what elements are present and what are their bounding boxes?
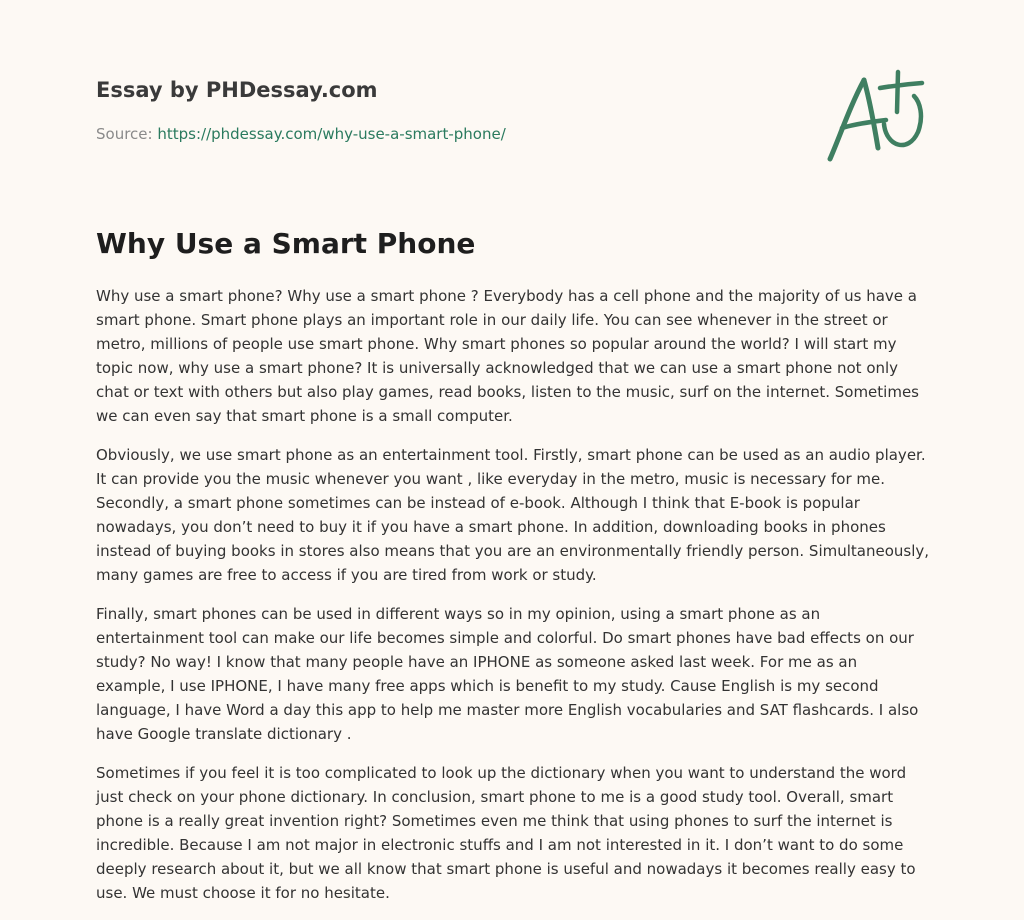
- essay-paragraph: Finally, smart phones can be used in different ways so in my opinion, using a smart phone as an entertainment tool can make our life becomes simple and colorful. Do smart phones have bad effects on our study? No way! I know that many people have an IPHONE as someone asked last week. For me as an example, I use IPHONE, I have many free apps which is benefit to my study. Cause English is my second language, I have Word a day this app to help me master more English vocabularies and SAT flashcards. I also have Google translate dictionary .: [96, 605, 919, 743]
- essay-title: Why Use a Smart Phone: [96, 227, 476, 260]
- source-link[interactable]: https://phdessay.com/why-use-a-smart-phone/: [157, 125, 506, 143]
- essay-paragraph: Obviously, we use smart phone as an entertainment tool. Firstly, smart phone can be used as an audio player. It can provide you the music whenever you want , like everyday in the metro, music is necessary for me. Secondly, a smart phone sometimes can be instead of e-book. Although I think that E-book is popular nowadays, you don’t need to buy it if you have a smart phone. In addition, downloading books in phones instead of buying books in stores also means that you are an environmentally friendly person. Simultaneously, many games are free to access if you are tired from work or study.: [96, 446, 930, 584]
- essay-paragraph: Why use a smart phone? Why use a smart phone ? Everybody has a cell phone and the majority of us have a smart phone. Smart phone plays an important role in our daily life. You can see whenever in the street or metro, millions of people use smart phone. Why smart phones so popular around the world? I will start my topic now, why use a smart phone? It is universally acknowledged that we can use a smart phone not only chat or text with others but also play games, read books, listen to the music, surf on the internet. Sometimes we can even say that smart phone is a small computer.: [96, 287, 919, 425]
- site-header: [96, 76, 696, 144]
- source-label: Source:: [96, 125, 153, 143]
- essay-body: [96, 284, 930, 920]
- a-plus-logo-icon: [820, 66, 932, 166]
- site-name: Essay by PHDessay.com: [96, 78, 378, 102]
- essay-paragraph: Sometimes if you feel it is too complicated to look up the dictionary when you want to understand the word just check on your phone dictionary. In conclusion, smart phone to me is a good study tool. Overall, smart phone is a really great invention right? Sometimes even me think that using phones to surf the internet is incredible. Because I am not major in electronic stuffs and I am not interested in it. I don’t want to do some deeply research about it, but we all know that smart phone is useful and nowadays it becomes really easy to use. We must choose it for no hesitate.: [96, 764, 916, 902]
- source-line: [96, 124, 696, 144]
